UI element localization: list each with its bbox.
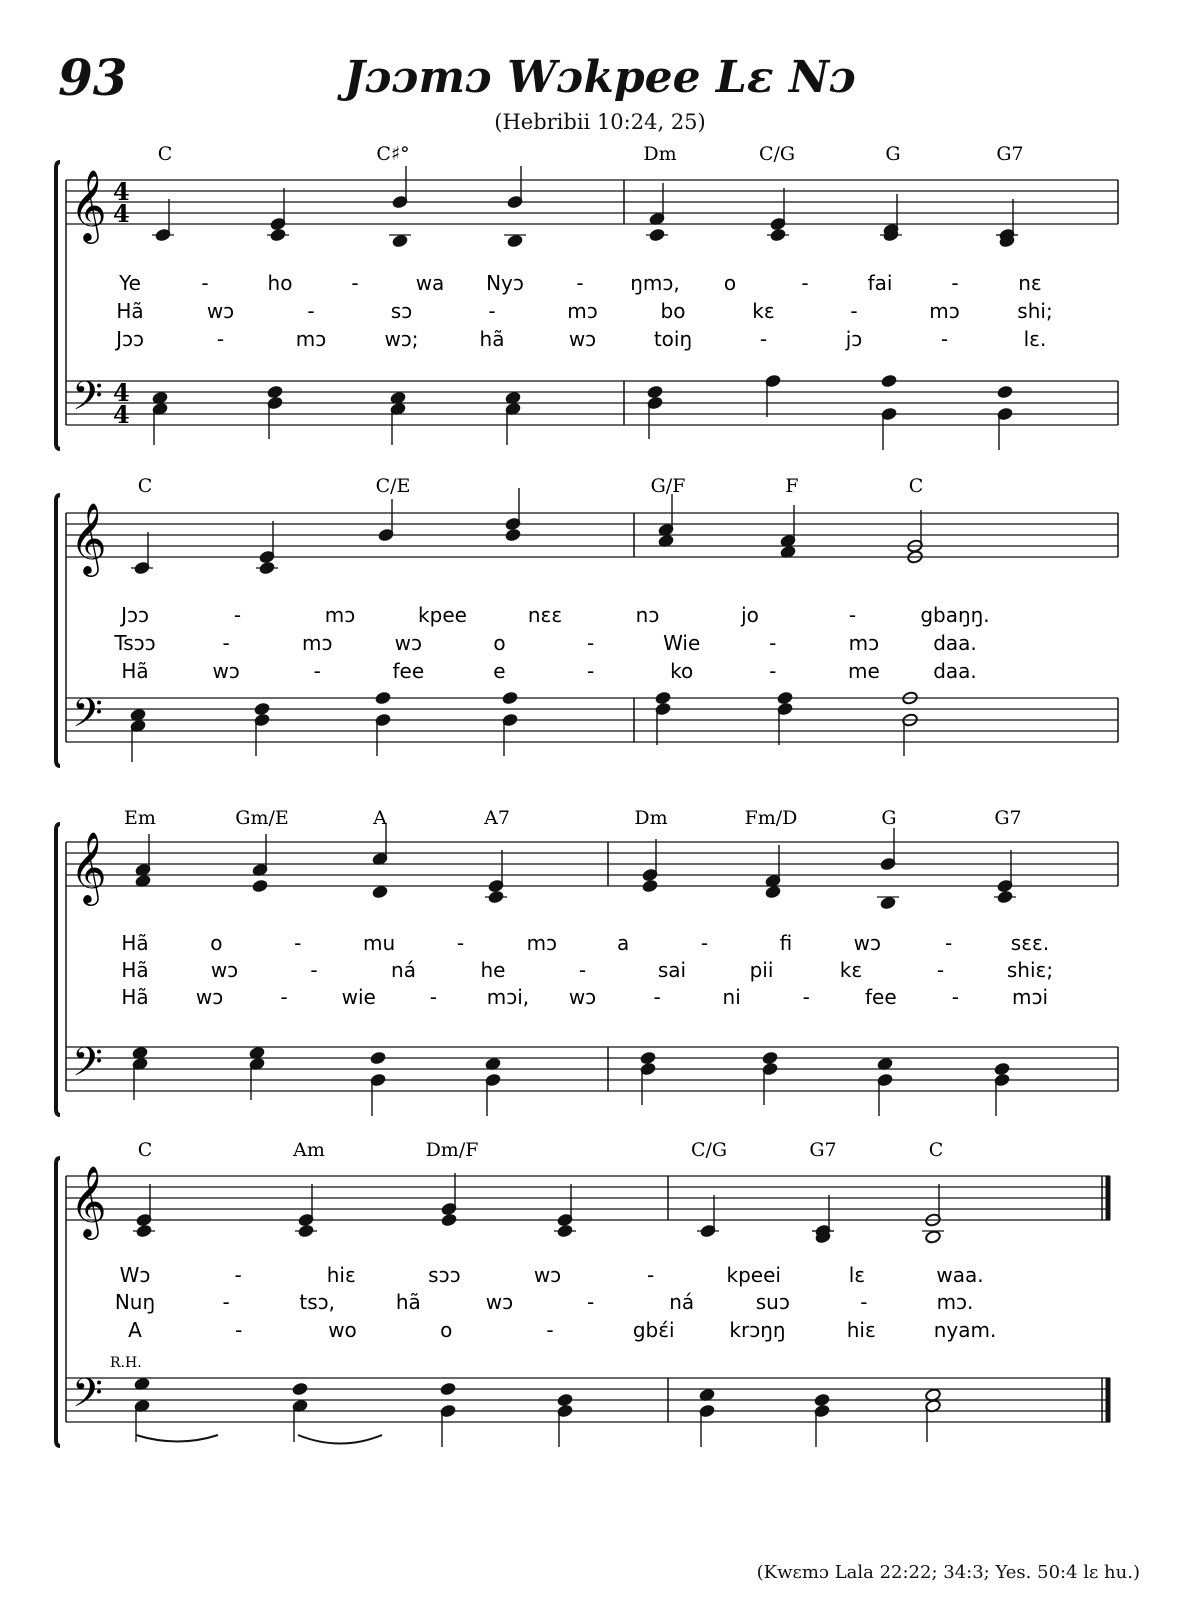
lyric-syllable: Hã — [121, 931, 149, 955]
lyric-syllable: - — [546, 1318, 554, 1342]
footer-cross-references: (Kwɛmɔ Lala 22:22; 34:3; Yes. 50:4 lɛ hu.) — [756, 1562, 1140, 1583]
lyric-syllable: Hã — [116, 299, 144, 323]
bass-clef: 𝄢 — [72, 690, 103, 746]
lyric-syllable: e — [493, 659, 506, 683]
note-head — [777, 691, 794, 705]
lyric-syllable: - — [576, 271, 584, 295]
chord-symbol: C/G — [690, 1139, 728, 1161]
lyric-syllable: - — [936, 958, 945, 982]
lyric-syllable: kpee — [418, 603, 467, 627]
lyric-syllable: Tsɔɔ — [114, 631, 156, 655]
lyric-syllable: - — [313, 659, 321, 683]
lyric-syllable: lɛ — [848, 1263, 866, 1287]
note-head — [440, 1382, 457, 1396]
lyric-syllable: suɔ — [755, 1290, 790, 1314]
note-head — [880, 896, 897, 910]
lyric-syllable: wɔ — [394, 631, 423, 655]
lyric-syllable: ŋmɔ, — [630, 271, 680, 295]
note-head — [252, 879, 269, 893]
lyric-syllable: - — [351, 271, 359, 295]
chord-symbol: A7 — [484, 807, 510, 829]
lyric-syllable: - — [456, 931, 465, 955]
note-head — [370, 1051, 387, 1065]
lyric-syllable: wo — [328, 1318, 357, 1342]
note-head — [292, 1382, 309, 1396]
lyric-syllable: bo — [660, 299, 686, 323]
system-3 — [56, 807, 1118, 1116]
lyric-syllable: fee — [865, 985, 897, 1009]
chord-symbol: Fm/D — [744, 807, 798, 829]
lyric-syllable: o — [723, 271, 737, 295]
system-1 — [56, 143, 1118, 450]
lyric-syllable: a — [617, 931, 630, 955]
treble-clef: 𝄞 — [70, 1164, 107, 1237]
chord-symbol: G7 — [996, 143, 1024, 165]
system-bracket — [56, 495, 60, 766]
lyric-syllable: me — [847, 659, 880, 683]
bass-clef: 𝄢 — [72, 1370, 103, 1426]
chord-symbol: C/G — [758, 143, 796, 165]
lyric-syllable: mɔ. — [936, 1290, 974, 1314]
lyric-syllable: - — [647, 1263, 655, 1287]
note-head — [994, 1062, 1011, 1076]
lyric-syllable: wɔ — [206, 299, 235, 323]
lyric-syllable: krɔŋŋ — [729, 1318, 786, 1342]
lyric-syllable: mɔ — [526, 931, 558, 955]
time-signature-top: 4 — [113, 177, 130, 206]
lyric-syllable: wɔ — [210, 958, 239, 982]
lyric-syllable: o — [493, 631, 506, 655]
chord-symbol: C♯° — [376, 143, 410, 165]
scripture-reference: (Hebribii 10:24, 25) — [494, 110, 706, 134]
lyric-syllable: nɔ — [635, 603, 660, 627]
chord-symbol: Dm — [634, 807, 668, 829]
note-head — [814, 1393, 831, 1407]
lyric-syllable: o — [210, 931, 223, 955]
lyric-syllable: hã — [479, 327, 505, 351]
lyric-syllable: ná — [669, 1290, 695, 1314]
note-head — [392, 234, 409, 248]
note-head — [655, 691, 672, 705]
lyric-syllable: waa. — [936, 1263, 984, 1287]
lyric-syllable: nyam. — [933, 1318, 997, 1342]
lyric-syllable: - — [945, 931, 953, 955]
chord-symbol: G — [881, 807, 897, 829]
lyric-syllable: Jɔɔ — [121, 603, 149, 627]
chord-symbol: G7 — [809, 1139, 837, 1161]
lyric-syllable: - — [802, 985, 810, 1009]
lyric-syllable: Hã — [121, 958, 149, 982]
lyric-syllable: - — [234, 1263, 242, 1287]
lyric-syllable: - — [222, 631, 230, 655]
lyric-syllable: kɛ — [752, 299, 775, 323]
treble-clef: 𝄞 — [70, 830, 107, 903]
lyric-syllable: mɔ — [567, 299, 598, 323]
chord-symbol: A — [373, 807, 387, 829]
lyric-syllable: sɔɔ — [428, 1263, 461, 1287]
lyric-syllable: nɛɛ — [527, 603, 563, 627]
lyric-syllable: fi — [779, 931, 793, 955]
lyric-syllable: Hã — [121, 985, 149, 1009]
lyric-syllable: wie — [341, 985, 376, 1009]
system-bracket — [56, 1158, 60, 1446]
system-4 — [56, 1139, 1110, 1447]
lyric-syllable: wɔ; — [384, 327, 419, 351]
note-head — [254, 702, 271, 716]
lyric-syllable: mɔ — [295, 327, 327, 351]
tie-curve — [298, 1435, 382, 1444]
lyric-syllable: mɔ — [929, 299, 960, 323]
chord-symbol: Am — [293, 1139, 325, 1161]
note-head — [267, 385, 284, 399]
lyric-syllable: mɔi, — [486, 985, 530, 1009]
lyric-syllable: - — [235, 1318, 243, 1342]
lyric-syllable: - — [201, 271, 209, 295]
lyric-syllable: sai — [657, 958, 687, 982]
note-head — [647, 385, 664, 399]
lyric-syllable: mɔi — [1011, 985, 1049, 1009]
lyric-syllable: tsɔ, — [299, 1290, 336, 1314]
note-head — [375, 691, 392, 705]
system-bracket — [56, 824, 60, 1115]
lyric-syllable: Ye — [119, 271, 141, 295]
lyric-syllable: sɛɛ. — [1010, 931, 1050, 955]
lyric-syllable: wɔ — [853, 931, 881, 955]
chord-symbol: G/F — [650, 475, 686, 497]
chord-symbol: Dm/F — [425, 1139, 479, 1161]
lyric-syllable: - — [653, 985, 661, 1009]
lyric-syllable: - — [586, 631, 595, 655]
chord-symbol: C — [157, 143, 173, 165]
lyric-syllable: daa. — [933, 659, 977, 683]
lyric-syllable: wa — [415, 271, 445, 295]
lyric-syllable: Wie — [663, 631, 701, 655]
hymn-number: 93 — [58, 48, 128, 107]
chord-symbol: G7 — [994, 807, 1022, 829]
note-head — [925, 1230, 942, 1244]
lyric-syllable: Nuŋ — [114, 1290, 156, 1314]
chord-symbol: Em — [124, 807, 156, 829]
note-head — [640, 1051, 657, 1065]
lyric-syllable: sɔ — [390, 299, 413, 323]
bass-clef: 𝄢 — [72, 1039, 103, 1095]
lyric-syllable: ni — [722, 985, 741, 1009]
lyric-syllable: wɔ — [533, 1263, 562, 1287]
lyric-syllable: - — [429, 985, 437, 1009]
lyric-syllable: - — [848, 603, 857, 627]
lyric-syllable: mu — [363, 931, 396, 955]
lyric-syllable: - — [951, 271, 959, 295]
lyric-syllable: Jɔɔ — [116, 327, 144, 351]
lyric-syllable: ho — [267, 271, 293, 295]
chord-symbol: C — [137, 475, 153, 497]
lyric-syllable: he — [480, 958, 506, 982]
lyric-syllable: - — [860, 1290, 868, 1314]
lyric-syllable: - — [850, 299, 858, 323]
lyric-syllable: - — [578, 958, 587, 982]
bass-clef: 𝄢 — [72, 373, 103, 429]
lyric-syllable: mɔ — [301, 631, 333, 655]
note-head — [762, 1051, 779, 1065]
lyric-syllable: fai — [867, 271, 893, 295]
lyric-syllable: - — [801, 271, 809, 295]
lyric-syllable: gbɛ́i — [632, 1318, 675, 1342]
lyric-syllable: wɔ — [195, 985, 224, 1009]
lyric-syllable: - — [769, 659, 777, 683]
lyric-syllable: o — [440, 1318, 453, 1342]
chord-symbol: C/E — [375, 475, 411, 497]
lyric-syllable: toiŋ — [653, 327, 693, 351]
lyric-syllable: - — [294, 931, 302, 955]
right-hand-marker: R.H. — [110, 1355, 142, 1371]
note-head — [441, 1213, 458, 1227]
lyric-syllable: mɔ — [324, 603, 356, 627]
lyric-syllable: ko — [670, 659, 694, 683]
lyric-syllable: wɔ — [568, 985, 597, 1009]
lyric-syllable: shiɛ; — [1006, 958, 1054, 982]
chord-symbol: Dm — [643, 143, 677, 165]
note-head — [642, 879, 659, 893]
treble-clef: 𝄞 — [70, 168, 107, 241]
lyric-syllable: hiɛ — [846, 1318, 876, 1342]
note-head — [881, 374, 898, 388]
lyric-syllable: - — [759, 327, 768, 351]
chord-symbol: C — [928, 1139, 944, 1161]
time-signature-top: 4 — [113, 378, 130, 407]
lyric-syllable: shi; — [1017, 299, 1053, 323]
lyric-syllable: gbaŋŋ. — [920, 603, 990, 627]
lyric-syllable: - — [951, 985, 960, 1009]
lyric-syllable: A — [128, 1318, 142, 1342]
lyric-syllable: wɔ — [568, 327, 597, 351]
lyric-syllable: kɛ — [839, 958, 863, 982]
chord-symbol: G — [885, 143, 901, 165]
chord-symbol: C — [908, 475, 924, 497]
lyric-syllable: fee — [392, 659, 425, 683]
lyric-syllable: wɔ — [485, 1290, 514, 1314]
system-2 — [56, 475, 1118, 766]
lyric-syllable: Wɔ — [119, 1263, 151, 1287]
lyric-syllable: - — [940, 327, 949, 351]
note-head — [557, 1393, 574, 1407]
lyric-syllable: - — [233, 603, 242, 627]
chord-symbol: Gm/E — [235, 807, 289, 829]
system-bracket — [56, 162, 60, 449]
note-head — [372, 885, 389, 899]
lyric-syllable: - — [310, 958, 318, 982]
lyric-syllable: - — [586, 659, 595, 683]
note-head — [765, 885, 782, 899]
lyric-syllable: jo — [741, 603, 759, 627]
lyric-syllable: kpeei — [726, 1263, 781, 1287]
lyric-syllable: - — [488, 299, 496, 323]
lyric-syllable: Nyɔ — [486, 271, 524, 295]
time-signature-bottom: 4 — [113, 199, 130, 228]
note-head — [502, 691, 519, 705]
lyric-syllable: - — [586, 1290, 595, 1314]
lyric-syllable: ná — [391, 958, 416, 982]
note-head — [507, 234, 524, 248]
lyric-syllable: jɔ — [845, 327, 863, 351]
lyric-syllable: hã — [395, 1290, 421, 1314]
hymn-title: Jɔɔmɔ Wɔkpee Lɛ Nɔ — [344, 52, 856, 103]
lyric-syllable: - — [280, 985, 288, 1009]
lyric-syllable: Hã — [121, 659, 149, 683]
lyric-syllable: lɛ. — [1023, 327, 1047, 351]
lyric-syllable: - — [216, 327, 225, 351]
lyric-syllable: - — [307, 299, 315, 323]
lyric-syllable: nɛ — [1018, 271, 1042, 295]
lyric-syllable: daa. — [933, 631, 977, 655]
lyric-syllable: wɔ — [212, 659, 240, 683]
lyric-syllable: pii — [749, 958, 774, 982]
chord-symbol: F — [785, 475, 799, 497]
tie-curve — [136, 1435, 218, 1442]
lyric-syllable: - — [769, 631, 777, 655]
chord-symbol: C — [137, 1139, 153, 1161]
lyric-syllable: - — [222, 1290, 230, 1314]
lyric-syllable: mɔ — [848, 631, 880, 655]
note-head — [997, 385, 1014, 399]
treble-clef: 𝄞 — [70, 501, 107, 574]
note-head — [505, 528, 522, 542]
lyric-syllable: hiɛ — [326, 1263, 356, 1287]
time-signature-bottom: 4 — [113, 400, 130, 429]
lyric-syllable: - — [700, 931, 709, 955]
